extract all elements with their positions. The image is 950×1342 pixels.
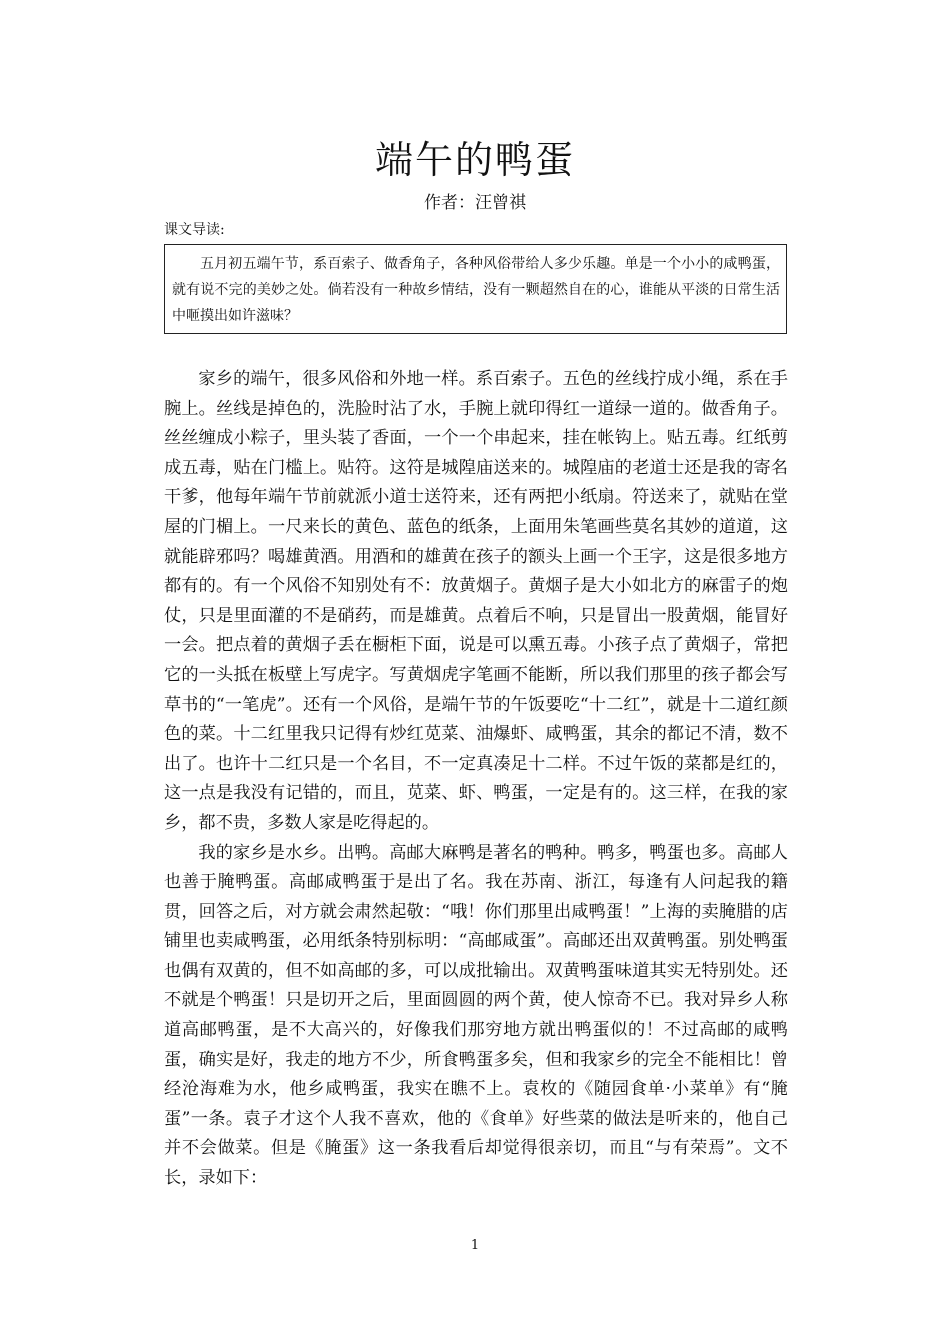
body-paragraph-1: 家乡的端午，很多风俗和外地一样。系百索子。五色的丝线拧成小绳，系在手腕上。丝线是掉色的，洗脸时沾了水，手腕上就印得红一道绿一道的。做香角子。丝丝缠成小粽子，里头装了香面，一个一个串起来，挂在帐钩上。贴五毒。红纸剪成五毒，贴在门槛上。贴符。这符是城隍庙送来的。城隍庙的老道士还是我的寄名干爹，他每年端午节前就派小道士送符来，还有两把小纸扇。符送来了，就贴在堂屋的门楣上。一尺来长的黄色、蓝色的纸条，上面用朱笔画些莫名其妙的道道，这就能辟邪吗？喝雄黄酒。用酒和的雄黄在孩子的额头上画一个王字，这是很多地方都有的。有一个风俗不知别处有不：放黄烟子。黄烟子是大小如北方的麻雷子的炮仗，只是里面灌的不是硝药，而是雄黄。点着后不响，只是冒出一股黄烟，能冒好一会。把点着的黄烟子丢在橱柜下面，说是可以熏五毒。小孩子点了黄烟子，常把它的一头抵在板壁上写虎字。写黄烟虎字笔画不能断，所以我们那里的孩子都会写草书的“一笔虎”。还有一个风俗，是端午节的午饭要吃“十二红”，就是十二道红颜色的菜。十二红里我只记得有炒红苋菜、油爆虾、咸鸭蛋，其余的都记不清，数不出了。也许十二红只是一个名目，不一定真凑足十二样。不过午饭的菜都是红的，这一点是我没有记错的，而且，苋菜、虾、鸭蛋，一定是有的。这三样，在我的家乡，都不贵，多数人家是吃得起的。 bbox=[164, 369, 788, 833]
guide-box bbox=[164, 244, 787, 334]
article-body bbox=[164, 365, 788, 1194]
page-number: 1 bbox=[470, 1238, 480, 1253]
body-paragraph-2: 我的家乡是水乡。出鸭。高邮大麻鸭是著名的鸭种。鸭多，鸭蛋也多。高邮人也善于腌鸭蛋。高邮咸鸭蛋于是出了名。我在苏南、浙江，每逢有人问起我的籍贯，回答之后，对方就会肃然起敬：“哦！你们那里出咸鸭蛋！”上海的卖腌腊的店铺里也卖咸鸭蛋，必用纸条特别标明：“高邮咸蛋”。高邮还出双黄鸭蛋。别处鸭蛋也偶有双黄的，但不如高邮的多，可以成批输出。双黄鸭蛋味道其实无特别处。还不就是个鸭蛋！只是切开之后，里面圆圆的两个黄，使人惊奇不已。我对异乡人称道高邮鸭蛋，是不大高兴的，好像我们那穷地方就出鸭蛋似的！不过高邮的咸鸭蛋，确实是好，我走的地方不少，所食鸭蛋多矣，但和我家乡的完全不能相比！曾经沧海难为水，他乡咸鸭蛋，我实在瞧不上。袁枚的《随园食单·小菜单》有“腌蛋”一条。袁子才这个人我不喜欢，他的《食单》好些菜的做法是听来的，他自己并不会做菜。但是《腌蛋》这一条我看后却觉得很亲切，而且“与有荣焉”。文不长，录如下： bbox=[164, 842, 788, 1189]
article-title: 端午的鸭蛋 bbox=[374, 138, 575, 182]
author-line: 作者：汪曾祺 bbox=[424, 193, 526, 213]
guide-text: 五月初五端午节，系百索子、做香角子，各种风俗带给人多少乐趣。单是一个小小的咸鸭蛋，就有说不完的美妙之处。倘若没有一种故乡情结，没有一颗超然自在的心，谁能从平淡的日常生活中咂摸出如许滋味？ bbox=[172, 256, 780, 324]
guide-label: 课文导读: bbox=[164, 222, 225, 238]
